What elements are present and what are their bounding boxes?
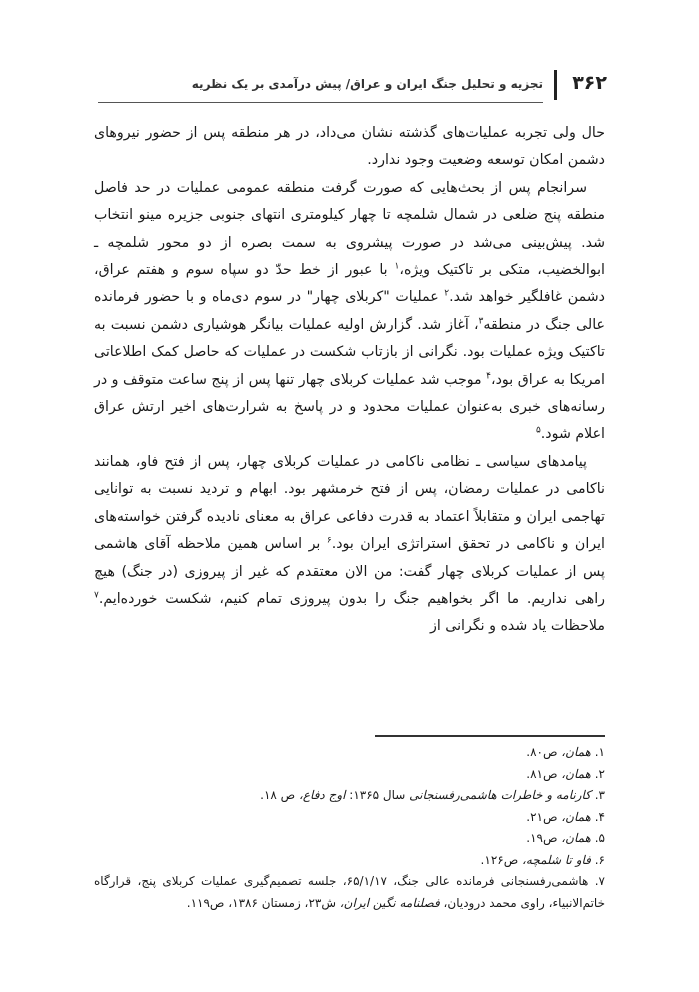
footnote-number: ۷. bbox=[594, 874, 605, 888]
footnote-ref-7: ۷ bbox=[94, 590, 99, 601]
footnote-middle: سال ۱۳۶۵: bbox=[345, 788, 410, 802]
paragraph-2-part-1: سرانجام پس از بحث‌هایی که صورت گرفت منطقه عمومی عملیات در حد فاصل منطقه پنج ضلعی در شمال شلمچه تا چهار کیلومتری انتهای جنوبی جزیره مینو انتخاب شد. پیش‌بینی می‌شد در صورت پیشروی به سمت بصره از دو محور شلمچه ـ ابوالخضیب، متکی بر تاکتیک ویژه، bbox=[94, 179, 605, 279]
footnote-source: همان، bbox=[561, 766, 591, 781]
footnote-ref-4: ۴ bbox=[486, 370, 491, 381]
footnotes bbox=[94, 742, 605, 914]
paragraph-3-part-1: پیامدهای سیاسی ـ نظامی ناکامی در عملیات کربلای چهار، پس از فتح فاو، همانند ناکامی در عملیات رمضان، پس از فتح خرمشهر بود. ابهام و تردید نسبت به توانایی تهاجمی ایران و متقابلاً اعتماد به قدرت دفاعی عراق به معنای نادیده گرفتن خواسته‌های ایران و ناکامی در تحقق استراتژی ایران بود. bbox=[94, 453, 605, 553]
paragraph-2-part-3: عملیات "کربلای چهار" در سوم دی‌ماه و با حضور فرمانده عالی جنگ در منطقه bbox=[94, 289, 605, 333]
paragraph-3-part-3: ملاحظات یاد شده و نگرانی از bbox=[429, 618, 605, 635]
footnote-6 bbox=[94, 850, 605, 872]
footnote-source: کارنامه و خاطرات هاشمی‌رفسنجانی bbox=[409, 788, 591, 802]
footnote-number: ۵. bbox=[594, 831, 605, 845]
footnote-page: ص۱۹. bbox=[526, 831, 562, 845]
page-number: ۳۶۲ bbox=[572, 72, 607, 94]
footnote-text: هاشمی‌رفسنجانی فرمانده عالی جنگ، ۶۵/۱/۱۷، جلسه تصمیم‌گیری عملیات کربلای پنج، قرارگاه خاتم‌الانبیاء، راوی محمد درودیان، bbox=[94, 874, 605, 910]
paragraph-2-part-2: با عبور از خط حدّ دو سپاه سوم و هفتم عراق، دشمن غافلگیر خواهد شد. bbox=[94, 262, 606, 306]
footnote-1 bbox=[94, 742, 605, 764]
footnote-page: ص۱۲۶. bbox=[480, 852, 523, 867]
footnote-ref-1: ۱ bbox=[394, 261, 400, 272]
footnote-source: همان، bbox=[561, 831, 591, 845]
footnote-rule bbox=[375, 735, 605, 737]
header-divider bbox=[554, 70, 557, 100]
footnote-ref-2: ۲ bbox=[444, 288, 450, 299]
footnote-ref-5: ۵ bbox=[535, 425, 541, 436]
footnote-number: ۳. bbox=[594, 788, 605, 802]
paragraph-3-part-2: بر اساس همین ملاحظه آقای هاشمی پس از عملیات کربلای چهار گفت: من الان معتقدم که غیر از پیروزی (در جنگ) هیچ راهی نداریم. ما اگر بخواهیم جنگ را بدون پیروزی تمام کنیم، شکست خورده‌ایم. bbox=[94, 536, 605, 607]
footnote-number: ۴. bbox=[594, 809, 605, 824]
paragraph-1: حال ولی تجربه عملیات‌های گذشته نشان می‌داد، در هر منطقه پس از حضور نیروهای دشمن امکان توسعه وضعیت وجود ندارد. bbox=[94, 125, 605, 169]
header-rule bbox=[98, 102, 543, 103]
footnote-3 bbox=[94, 785, 605, 807]
footnote-5 bbox=[94, 828, 605, 850]
footnote-page: ص۲۱. bbox=[526, 809, 562, 824]
paragraph-3 bbox=[94, 449, 605, 641]
footnote-source-2: اوج دفاع، bbox=[299, 788, 346, 802]
running-header bbox=[98, 66, 607, 106]
footnote-source: فصلنامه نگین ایران، bbox=[339, 895, 440, 910]
footnote-page: ش۲۳، زمستان ۱۳۸۶، ص۱۱۹. bbox=[186, 895, 340, 910]
footnote-page: ص ۱۸. bbox=[260, 788, 299, 802]
footnote-number: ۶. bbox=[594, 852, 605, 867]
footnote-source: همان، bbox=[561, 809, 591, 824]
paragraph-2-part-4: ، آغاز شد. گزارش اولیه عملیات بیانگر هوشیاری دشمن نسبت به تاکتیک ویژه عملیات بود. نگرانی از بازتاب شکست در عملیات که حاصل کمک اطلاعاتی امریکا به عراق بود، bbox=[94, 316, 605, 388]
footnote-source: فاو تا شلمچه، bbox=[522, 852, 591, 867]
footnote-source: همان، bbox=[561, 745, 591, 759]
footnote-2 bbox=[94, 764, 605, 786]
footnote-page: ص۸۰. bbox=[526, 745, 562, 759]
footnote-number: ۱. bbox=[594, 745, 605, 759]
body-text bbox=[94, 120, 605, 641]
footnote-number: ۲. bbox=[594, 766, 605, 781]
footnote-ref-6: ۶ bbox=[326, 535, 332, 546]
footnote-ref-3: ۳ bbox=[478, 316, 484, 327]
footnote-7 bbox=[94, 871, 605, 914]
paragraph-2 bbox=[94, 175, 605, 449]
paragraph-2-part-5: موجب شد عملیات کربلای چهار تنها پس از پنج ساعت متوقف و در رسانه‌های خبری به‌عنوان عملیات محدود و در پاسخ به شرارت‌های اخیر ارتش عراق اعلام شود. bbox=[94, 371, 605, 443]
footnote-page: ص۸۱. bbox=[526, 766, 562, 781]
running-title: تجزیه و تحلیل جنگ ایران و عراق/ پیش درآمدی بر یک نظریه bbox=[191, 77, 543, 91]
footnote-4 bbox=[94, 807, 605, 829]
